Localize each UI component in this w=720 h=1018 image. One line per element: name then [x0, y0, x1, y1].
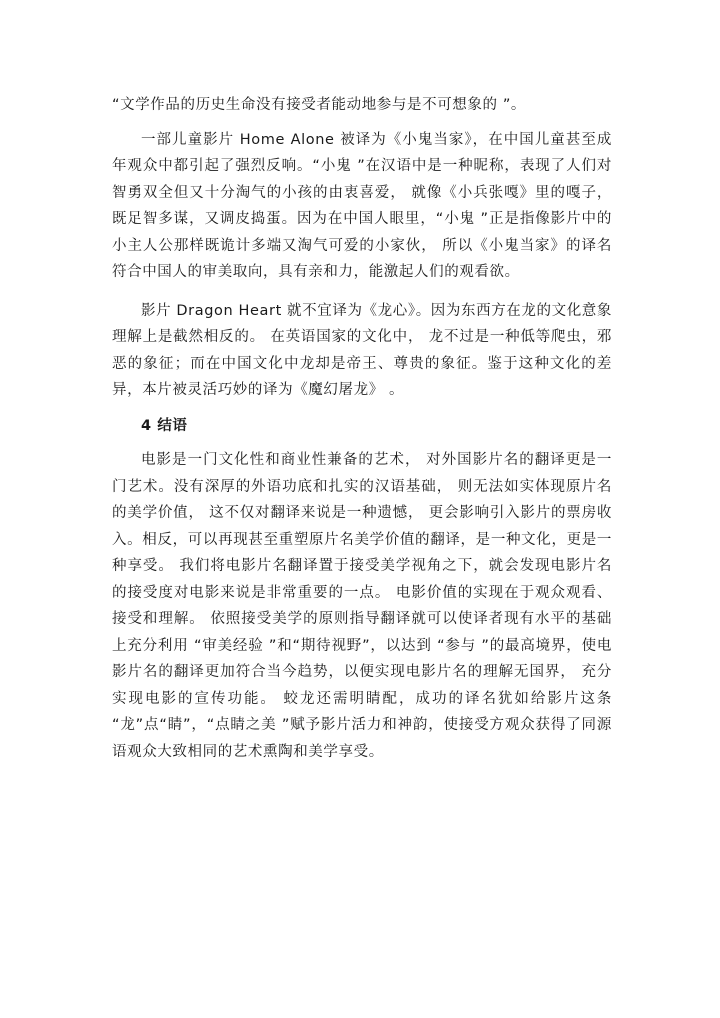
home-alone-paragraph: 一部儿童影片 Home Alone 被译为《小鬼当家》，在中国儿童甚至成年观众中都引起了强烈反响。“小鬼 ”在汉语中是一种昵称，表现了人们对智勇双全但又十分淘气的小孩的由衷喜爱， 就像《小兵张嘎》里的嘎子，既足智多谋，又调皮捣蛋。因为在中国人眼里，“小鬼 ”正是指像影片中的小主人公那样既诡计多端又淘气可爱的小家伙， 所以《小鬼当家》的译名符合中国人的审美取向，具有亲和力，能激起人们的观看欲。: [112, 131, 612, 280]
dragon-heart-paragraph: 影片 Dragon Heart 就不宜译为《龙心》。因为东西方在龙的文化意象理解上是截然相反的。 在英语国家的文化中， 龙不过是一种低等爬虫，邪恶的象征；而在中国文化中龙却是帝王、尊贵的象征。鉴于这种文化的差异，本片被灵活巧妙的译为《魔幻屠龙》 。: [112, 302, 613, 398]
document-page: [112, 92, 612, 765]
conclusion-paragraph: 电影是一门文化性和商业性兼备的艺术， 对外国影片名的翻译更是一门艺术。没有深厚的外语功底和扎实的汉语基础， 则无法如实体现原片名的美学价值， 这不仅对翻译来说是一种遗憾， 更会影响引入影片的票房收入。相反，可以再现甚至重塑原片名美学价值的翻译，是一种文化，更是一种享受。 我们将电影片名翻译置于接受美学视角之下，就会发现电影片名的接受度对电影来说是非常重要的一点。 电影价值的实现在于观众观看、 接受和理解。 依照接受美学的原则指导翻译就可以使译者现有水平的基础上充分利用 “审美经验 ”和“期待视野”，以达到 “参与 ”的最高境界，使电影片名的翻译更加符合当今趋势，以便实现电影片名的理解无国界， 充分实现电影的宣传功能。 蛟龙还需明睛配，成功的译名犹如给影片这条 “龙”点“睛”，“点睛之美 ”赋予影片活力和神韵，使接受方观众获得了同源语观众大致相同的艺术熏陶和美学享受。: [112, 452, 612, 760]
section-heading: 4 结语: [141, 417, 188, 434]
quote-paragraph: “文学作品的历史生命没有接受者能动地参与是不可想象的 ”。: [112, 97, 527, 113]
